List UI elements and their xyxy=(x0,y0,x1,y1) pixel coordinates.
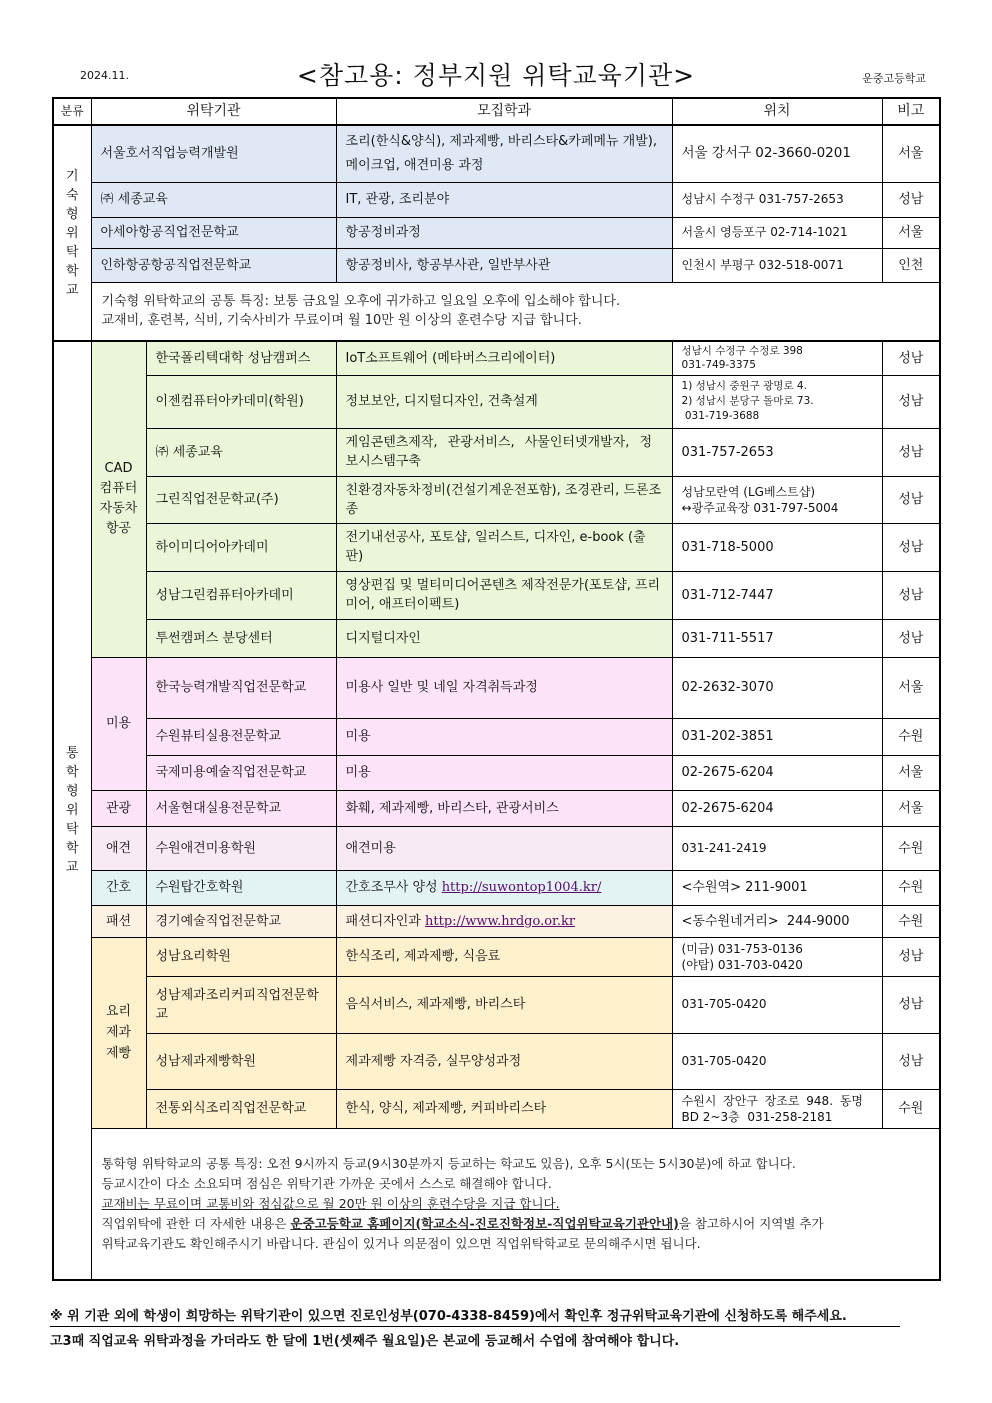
footer-notice-1: ※ 위 기관 외에 학생이 희망하는 위탁기관이 있으면 진로인성부(070-4338-8459)에서 확인후 정규위탁교육기관에 신청하도록 해주세요. xyxy=(50,1305,900,1327)
course-list: IT, 관광, 조리분야 xyxy=(336,182,672,217)
table-row xyxy=(53,755,940,790)
table-row xyxy=(53,125,940,182)
region: 성남 xyxy=(882,341,940,375)
location: 02-2675-6204 xyxy=(672,790,882,826)
col-header-note: 비고 xyxy=(882,98,940,125)
institution-name: 투썬캠퍼스 분당센터 xyxy=(146,619,336,657)
region: 서울 xyxy=(882,125,940,182)
institution-name: 인하항공항공직업전문학교 xyxy=(91,248,336,282)
category-fashion: 패션 xyxy=(91,905,146,937)
institution-name: 성남제과조리커피직업전문학교 xyxy=(146,976,336,1033)
institution-name: 수원애견미용학원 xyxy=(146,826,336,870)
institution-name: 성남요리학원 xyxy=(146,937,336,976)
location: 031-202-3851 xyxy=(672,718,882,755)
course-list: 패션디자인과 http://www.hrdgo.or.kr xyxy=(336,905,672,937)
region: 수원 xyxy=(882,1089,940,1128)
course-list: 미용 xyxy=(336,755,672,790)
category-beauty: 미용 xyxy=(91,657,146,790)
school-name: 운중고등학교 xyxy=(862,72,926,85)
region: 성남 xyxy=(882,619,940,657)
location: 1) 성남시 중원구 광명로 4. 2) 성남시 분당구 돌마로 73. 031-719-3688 xyxy=(672,375,882,428)
table-row xyxy=(53,619,940,657)
table-row xyxy=(53,1033,940,1089)
location: 02-2632-3070 xyxy=(672,657,882,718)
institution-name: 수원뷰티실용전문학교 xyxy=(146,718,336,755)
table-row xyxy=(53,937,940,976)
location: 031-711-5517 xyxy=(672,619,882,657)
institution-name: 성남그린컴퓨터아카데미 xyxy=(146,571,336,619)
region: 수원 xyxy=(882,826,940,870)
footer-notice-2: 고3때 직업교육 위탁과정을 가더라도 한 달에 1번(셋째주 월요일)은 본교에 등교해서 수업에 참여해야 합니다. xyxy=(50,1334,680,1349)
table-row xyxy=(53,341,940,375)
region: 서울 xyxy=(882,790,940,826)
table-row xyxy=(53,571,940,619)
location: 성남모란역 (LG베스트샵) ↔광주교육장 031-797-5004 xyxy=(672,476,882,523)
commute-note-line: 등교시간이 다소 소요되며 점심은 위탁기관 가까운 곳에서 스스로 해결해야 합니다. xyxy=(101,1175,552,1191)
course-list: 항공정비사, 항공부사관, 일반부사관 xyxy=(336,248,672,282)
course-list: 음식서비스, 제과제빵, 바리스타 xyxy=(336,976,672,1033)
location: 성남시 수정구 수정로 398 031-749-3375 xyxy=(672,341,882,375)
region: 인천 xyxy=(882,248,940,282)
course-list: 디지털디자인 xyxy=(336,619,672,657)
dorm-note-line: 기숙형 위탁학교의 공통 특징: 보통 금요일 오후에 귀가하고 일요일 오후에 입소해야 합니다. xyxy=(101,294,621,310)
table-row xyxy=(53,476,940,523)
table-row xyxy=(53,976,940,1033)
region: 성남 xyxy=(882,937,940,976)
table-row xyxy=(53,523,940,571)
region: 성남 xyxy=(882,375,940,428)
institution-name: ㈜ 세종교육 xyxy=(91,182,336,217)
table-row xyxy=(53,790,940,826)
dorm-type-label: 기 숙 형 위 탁 학 교 xyxy=(53,125,91,341)
course-list: 정보보안, 디지털디자인, 건축설계 xyxy=(336,375,672,428)
dorm-note-line: 교재비, 훈련복, 식비, 기숙사비가 무료이며 월 10만 원 이상의 훈련수당 지급 합니다. xyxy=(101,313,582,329)
dorm-note-row xyxy=(53,282,940,341)
col-header-course: 모집학과 xyxy=(336,98,672,125)
institution-name: 전통외식조리직업전문학교 xyxy=(146,1089,336,1128)
region: 성남 xyxy=(882,523,940,571)
commute-note-line: 직업위탁에 관한 더 자세한 내용은 운중고등학교 홈페이지(학교소식-진로진학정보-직업위탁교육기관안내)을 참고하시어 지역별 추가 xyxy=(101,1215,824,1231)
course-list: 조리(한식&양식), 제과제빵, 바리스타&카페메뉴 개발), 메이크업, 애견미용 과정 xyxy=(336,125,672,182)
col-header-category: 분류 xyxy=(53,98,91,125)
table-row xyxy=(53,657,940,718)
course-list: 애견미용 xyxy=(336,826,672,870)
table-row xyxy=(53,375,940,428)
col-header-location: 위치 xyxy=(672,98,882,125)
institution-name: 경기예술직업전문학교 xyxy=(146,905,336,937)
commute-note-line: 통학형 위탁학교의 공통 특징: 오전 9시까지 등교(9시30분까지 등교하는 학교도 있음), 오후 5시(또는 5시30분)에 하교 합니다. xyxy=(101,1155,796,1171)
location: (미금) 031-753-0136 (야탑) 031-703-0420 xyxy=(672,937,882,976)
course-list: 항공정비과정 xyxy=(336,217,672,248)
commute-note-line: 교재비는 무료이며 교통비와 점심값으로 월 20만 원 이상의 훈련수당을 지급 합니다. xyxy=(101,1195,560,1211)
course-list: 간호조무사 양성 http://suwontop1004.kr/ xyxy=(336,870,672,905)
region: 성남 xyxy=(882,476,940,523)
course-list: 한식조리, 제과제빵, 식음료 xyxy=(336,937,672,976)
location: <수원역> 211-9001 xyxy=(672,870,882,905)
location: 031-705-0420 xyxy=(672,976,882,1033)
table-row xyxy=(53,905,940,937)
category-nursing: 간호 xyxy=(91,870,146,905)
table-row xyxy=(53,248,940,282)
region: 성남 xyxy=(882,428,940,476)
institution-table xyxy=(52,97,941,1281)
course-list: 게임콘텐츠제작, 관광서비스, 사물인터넷개발자, 정보시스템구축 xyxy=(336,428,672,476)
category-tourism: 관광 xyxy=(91,790,146,826)
table-header-row xyxy=(53,98,940,125)
region: 서울 xyxy=(882,657,940,718)
region: 성남 xyxy=(882,182,940,217)
commute-note-row xyxy=(53,1128,940,1280)
page-title: <참고용: 정부지원 위탁교육기관> xyxy=(296,61,696,90)
institution-name: 한국폴리텍대학 성남캠퍼스 xyxy=(146,341,336,375)
location: 성남시 수정구 031-757-2653 xyxy=(672,182,882,217)
region: 성남 xyxy=(882,976,940,1033)
institution-name: 하이미디어아카데미 xyxy=(146,523,336,571)
region: 성남 xyxy=(882,1033,940,1089)
location: 031-718-5000 xyxy=(672,523,882,571)
table-row xyxy=(53,870,940,905)
course-list: 한식, 양식, 제과제빵, 커피바리스타 xyxy=(336,1089,672,1128)
course-list: 미용 xyxy=(336,718,672,755)
nursing-website-link[interactable]: http://suwontop1004.kr/ xyxy=(441,880,602,895)
institution-name: ㈜ 세종교육 xyxy=(146,428,336,476)
location: 031-712-7447 xyxy=(672,571,882,619)
institution-name: 이젠컴퓨터아카데미(학원) xyxy=(146,375,336,428)
course-list: 제과제빵 자격증, 실무양성과정 xyxy=(336,1033,672,1089)
location: 031-705-0420 xyxy=(672,1033,882,1089)
location: <동수원네거리> 244-9000 xyxy=(672,905,882,937)
location: 031-757-2653 xyxy=(672,428,882,476)
table-row xyxy=(53,1089,940,1128)
institution-name: 한국능력개발직업전문학교 xyxy=(146,657,336,718)
institution-name: 서울현대실용전문학교 xyxy=(146,790,336,826)
institution-name: 그린직업전문학교(주) xyxy=(146,476,336,523)
location: 인천시 부평구 032-518-0071 xyxy=(672,248,882,282)
table-row xyxy=(53,826,940,870)
institution-name: 아세아항공직업전문학교 xyxy=(91,217,336,248)
category-cooking: 요리 제과 제빵 xyxy=(91,937,146,1128)
location: 수원시 장안구 장조로 948. 동명 BD 2~3층 031-258-2181 xyxy=(672,1089,882,1128)
table-row xyxy=(53,718,940,755)
table-row xyxy=(53,182,940,217)
table-row xyxy=(53,428,940,476)
region: 서울 xyxy=(882,217,940,248)
location: 서울시 영등포구 02-714-1021 xyxy=(672,217,882,248)
fashion-website-link[interactable]: http://www.hrdgo.or.kr xyxy=(425,913,576,929)
table-row xyxy=(53,217,940,248)
region: 수원 xyxy=(882,905,940,937)
region: 성남 xyxy=(882,571,940,619)
course-list: 친환경자동차정비(건설기계운전포함), 조경관리, 드론조종 xyxy=(336,476,672,523)
location: 031-241-2419 xyxy=(672,826,882,870)
dorm-common-note xyxy=(91,282,940,341)
institution-name: 성남제과제빵학원 xyxy=(146,1033,336,1089)
document-date: 2024.11. xyxy=(80,69,129,82)
course-list: 미용사 일반 및 네일 자격취득과정 xyxy=(336,657,672,718)
location: 02-2675-6204 xyxy=(672,755,882,790)
category-pet: 애견 xyxy=(91,826,146,870)
region: 수원 xyxy=(882,870,940,905)
institution-name: 수원탑간호학원 xyxy=(146,870,336,905)
location: 서울 강서구 02-3660-0201 xyxy=(672,125,882,182)
course-list: IoT소프트웨어 (메타버스크리에이터) xyxy=(336,341,672,375)
institution-name: 국제미용예술직업전문학교 xyxy=(146,755,336,790)
region: 수원 xyxy=(882,718,940,755)
commute-type-label: 통 학 형 위 탁 학 교 xyxy=(53,341,91,1280)
col-header-institution: 위탁기관 xyxy=(91,98,336,125)
commute-common-note xyxy=(91,1128,940,1280)
course-list: 화훼, 제과제빵, 바리스타, 관광서비스 xyxy=(336,790,672,826)
course-list: 영상편집 및 멀티미디어콘텐츠 제작전문가(포토샵, 프리미어, 애프터이펙트) xyxy=(336,571,672,619)
commute-note-line: 위탁교육기관도 확인해주시기 바랍니다. 관심이 있거나 의문점이 있으면 직업위탁학교로 문의해주시면 됩니다. xyxy=(101,1235,701,1251)
school-homepage-reference: 운중고등학교 홈페이지(학교소식-진로진학정보-직업위탁교육기관안내) xyxy=(290,1215,679,1231)
region: 서울 xyxy=(882,755,940,790)
course-list: 전기내선공사, 포토샵, 일러스트, 디자인, e-book (출판) xyxy=(336,523,672,571)
institution-name: 서울호서직업능력개발원 xyxy=(91,125,336,182)
category-cad: CAD 컴퓨터 자동차 항공 xyxy=(91,341,146,657)
